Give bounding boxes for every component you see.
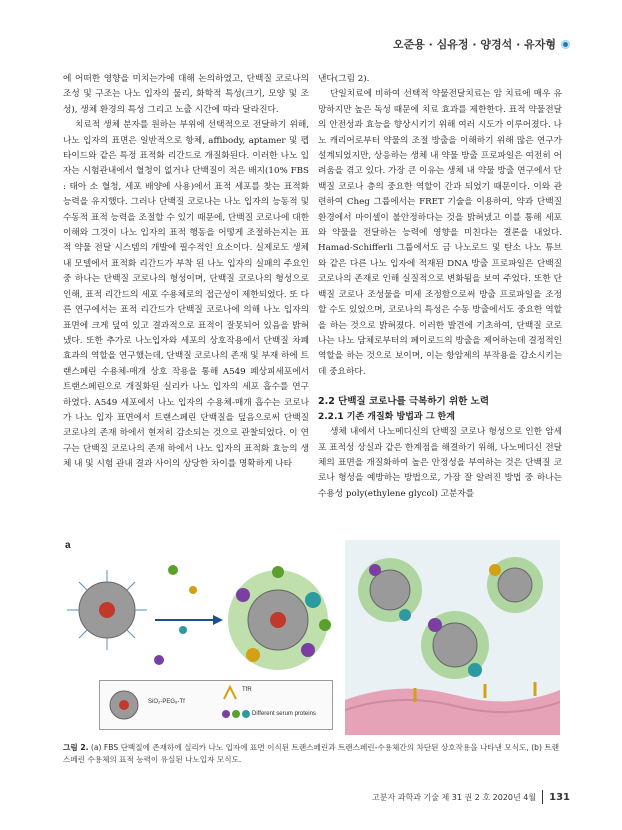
legend-tfr-icon: [220, 685, 240, 701]
legend-particle-icon: [104, 685, 144, 725]
journal-info: 고분자 과학과 기술 제 31 권 2 호 2020년 4월: [372, 792, 537, 802]
right-paragraph-2: 생체 내에서 나노메디신의 단백질 코로나 형성으로 인한 암세포 표적성 상실과 같은 한계점을 해결하기 위해, 나노메디신 전달체의 표면을 개질화하여 높은 안정성을 부여하는 것은 단백질 코로나 형성을 예방하는 방법으로, 가장 잘 알려진 방법 중 하나는 수용성 poly(ethylene glycol) 고분자를: [318, 427, 562, 499]
legend-tfr: TfR: [242, 687, 252, 693]
subsection-heading: 2.2.1 기존 개질화 방법과 그 한계: [318, 412, 455, 423]
left-column: [63, 72, 309, 473]
panel-a-illustration: [63, 550, 345, 685]
panel-a-label: a: [65, 540, 71, 551]
authors: 오준용 · 심유정 · 양경석 · 유자형: [392, 38, 556, 51]
page-footer: [0, 790, 570, 804]
arrow-head-icon: [213, 615, 223, 625]
legend-serum: Different serum proteins: [252, 711, 316, 717]
right-paragraph-0: 낸다(그림 2).: [318, 74, 370, 84]
caption-prefix: 그림 2.: [63, 743, 89, 752]
panel-b-illustration: [345, 540, 560, 735]
corona-core: [270, 612, 286, 628]
nanoparticle-core-left: [99, 602, 115, 618]
header-bullet-icon: [561, 40, 570, 49]
legend-serum-icon: [220, 707, 250, 721]
serum-proteins-scattered: [154, 565, 197, 665]
left-paragraph-0: 에 어떠한 영향을 미치는가에 대해 논의하였고, 단백질 코로나의 조성 및 구조는 나노 입자의 물리, 화학적 특성(크기, 모양 및 조성), 생체 환경의 특성 그리고 노출 시간에 따라 달라진다.: [63, 74, 309, 115]
panel-b: [345, 540, 560, 735]
section-heading: 2.2 단백질 코로나를 극복하기 위한 노력: [318, 396, 490, 408]
legend-sio2: SiO₂-PEG₈-Tf: [148, 699, 185, 705]
page-number: 131: [549, 791, 570, 803]
right-column: [318, 72, 562, 502]
right-paragraph-1: 단일치료에 비하여 선택적 약물전달치료는 암 치료에 매우 유망하지만 높은 독성 때문에 치료 효과를 제한한다. 표적 약물전달의 안전성과 효능을 향상시키기 위해 여러 시도가 이루어졌다. 나노 캐리어로부터 약물의 조절 방출을 이해하기 위해 많은 연구가 설계되었지만, 상응하는 생체 내 약물 방출 프로파일은 여전히 어려움을 겪고 있다. 가장 큰 이유는 생체 내 약물 방출 연구에서 단백질 코로나 층의 중요한 역할이 간과 되었기 때문이다. 이와 관련하여 Cheg 그룹에서는 FRET 기술을 이용하여, 약과 단백질 환경에서 마이셀이 불안정하다는 것을 밝혀냈고 이를 통해 세포와 약물을 전달하는 능력에 영향을 미친다는 결론을 내었다. Hamad-Schifferli 그룹에서도 금 나노로드 및 탄소 나노 튜브와 같은 다른 나노 입자에 적재된 DNA 방출 프로파일은 단백질 코로나의 존재로 인해 실질적으로 변화됨을 보여 주었다. 또한 단백질 코로나 조성물을 미세 조정함으로써 방출 프로파일을 조정할 수도 있었으며, 코로나의 특성은 수동 방출에서도 중요한 역할을 하는 것으로 밝혀졌다. 이러한 발견에 기초하여, 단백질 코로나는 나노 담체로부터의 페이로드의 방출을 제어하는데 결정적인 역할을 하는 것으로 보이며, 이는 항암제의 부작용을 감소시키는 데 중요하다.: [318, 89, 562, 377]
caption-text: (a) FBS 단백질에 존재하에 실리카 나노 입자에 표면 이식된 트랜스페린과 트랜스페린-수용체간의 차단된 상호작용을 나타낸 모식도, (b) 트랜스페린 수용체의 표적 능력이 유실된 나노입자 모식도.: [63, 743, 560, 764]
left-paragraph-1: 치료적 생체 분자를 원하는 부위에 선택적으로 전달하기 위해, 나노 입자의 표면은 일반적으로 항체, affibody, aptamer 및 펩타이드와 같은 특정 표적화 리간드로 개질화된다. 이러한 나노 입자는 시험관내에서 혈청이 없거나 단백질이 적은 배지(10% FBS : 태아 소 혈청, 세포 배양에 사용)에서 표적 세포를 찾는 표적화 능력을 유지했다. 그러나 단백질 코로나는 나노 입자의 능동적 및 수동적 표적 능력을 조절할 수 있기 때문에, 단백질 코로나에 대한 이해와 그것이 나노 입자의 표적 행동을 어떻게 조절하는지는 표적 약물 전달 시스템의 개발에 필수적인 요소이다. 실제로도 생체 내 모델에서 표적화 리간드가 부착 된 나노 입자의 실패의 주요인 중 하나는 단백질 코로나의 형성이며, 단백질 코로나의 형성으로 인해, 표적 리간드의 세포 수용체로의 접근성이 제한되었다. 또 다른 연구에서는 표적 리간드가 단백질 코로나에 의해 나노 입자의 표면에 크게 덮여 있고 결과적으로 표적이 잘못되어 있음을 밝혀냈다. 또한 추가로 나노입자와 세포의 상호작용에서 단백질 차폐 효과의 역할을 연구했는데, 단백질 코로나의 존재 및 부재 하에 트랜스페린 수용체-매개 상호 작용을 통해 A549 폐상피세포에서 트랜스페린으로 개질화된 실리카 나노 입자의 세포 흡수를 연구 하였다. A549 세포에서 나노 입자의 수용체-매개 흡수는 코로나가 나노 입자 표면에서 트랜스페린 단백질을 덮음으로써 단백질 코로나의 존재 하에서 현저히 감소되는 것으로 관찰되었다. 이 연구는 단백질 코로나의 존재 하에서 나노 입자의 표적화 효능의 생체 내 및 시험 관내 결과 사이의 상당한 차이를 명확하게 나타: [63, 120, 309, 470]
footer-divider: [542, 790, 543, 804]
figure-caption: [63, 742, 560, 766]
figure-2: [63, 540, 560, 735]
figure-legend: [99, 680, 333, 730]
running-header: [393, 36, 570, 52]
